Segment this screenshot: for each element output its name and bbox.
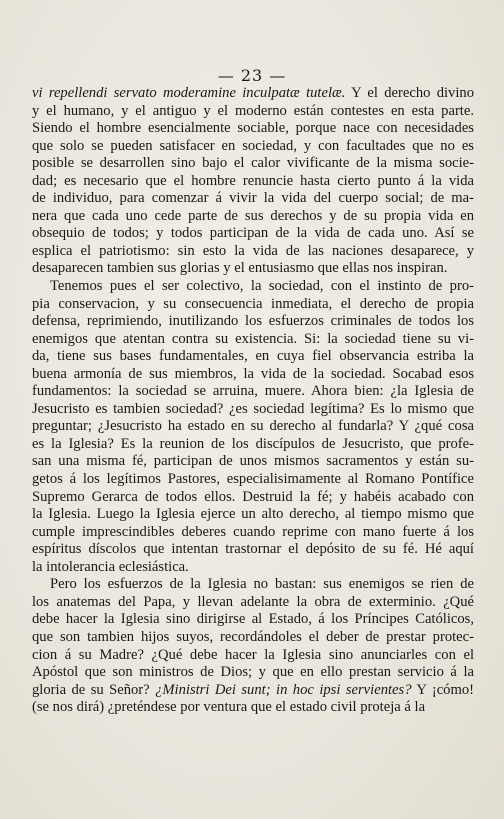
page-number: — 23 —: [217, 66, 287, 85]
text-segment: Y el derecho divino: [345, 85, 474, 101]
text-line: [32, 647, 474, 665]
text-segment: que son tambien hijos suyos, recordándoles el deber de prestar protec-: [32, 628, 474, 645]
paragraph: [32, 278, 474, 576]
text-segment: Pero los esfuerzos de la Iglesia no bastan: sus enemigos se rien de: [50, 576, 474, 593]
text-line: [32, 541, 474, 559]
text-line: [32, 138, 474, 156]
text-line: [32, 225, 474, 243]
text-segment: los anatemas del Papa, y llevan adelante la obra de exterminio. ¿Qué: [32, 593, 474, 610]
text-segment: la Iglesia. Luego la Iglesia ejerce un alto derecho, al tiempo mismo que: [32, 506, 474, 523]
text-line: [32, 611, 474, 629]
text-segment: obsequio de todos; y todos participan de la vida de cada uno. Así se: [32, 225, 474, 242]
text-line: [32, 296, 474, 314]
text-segment: debe hacer la Iglesia sino dirigirse al Estado, á los Príncipes Católicos,: [32, 611, 474, 628]
text-line: [32, 629, 474, 647]
text-line: [32, 418, 474, 436]
text-segment: preguntar; ¿Jesucristo ha estado en su derecho al fundarla? Y ¿qué cosa: [32, 418, 474, 435]
text-segment: cumple imprescindibles deberes cuando reprime con mano fuerte á los: [32, 523, 474, 540]
text-line: [32, 664, 474, 682]
text-segment: gloria de su Señor?: [32, 681, 156, 698]
text-line: [32, 594, 474, 612]
text-line: [32, 366, 474, 384]
text-line: [32, 506, 474, 524]
text-line: [32, 120, 474, 138]
text-line: [32, 331, 474, 349]
text-line: [32, 524, 474, 542]
text-segment: fundamentos: la sociedad se arruina, muere. Ahora bien: ¿la Iglesia de: [32, 383, 474, 400]
text-segment: nera que cada uno cede parte de sus derechos y de su propia vida en: [32, 207, 474, 224]
text-line: [32, 559, 474, 577]
text-segment: buena armonía de sus miembros, la vida de la sociedad. Socabad esos: [32, 365, 474, 382]
text-segment: y el humano, y el antiguo y el moderno están contestes en esta parte.: [32, 102, 474, 119]
text-segment: Jesucristo es tambien sociedad? ¿es sociedad legítima? Es lo mismo que: [32, 400, 474, 417]
text-segment: Y ¡cómo!: [411, 681, 474, 698]
text-line: [32, 243, 474, 261]
paragraph: [32, 85, 474, 278]
text-segment: cion á su Madre? ¿Qué debe hacer la Iglesia sino anunciarles con el: [32, 646, 474, 663]
text-line: [32, 436, 474, 454]
text-line: [32, 401, 474, 419]
text-segment: desaparecen tambien sus glorias y el entusiasmo que ellas nos inspiran.: [32, 260, 448, 277]
text-line: [32, 208, 474, 226]
body-text: [32, 85, 474, 717]
text-line: [32, 383, 474, 401]
text-segment: (se nos dirá) ¿preténdese por ventura que el estado civil proteja á la: [32, 699, 426, 716]
text-segment: que solo se pueden satisfacer en sociedad, y con facultades que no es: [32, 137, 474, 154]
text-line: [32, 453, 474, 471]
text-line: [32, 155, 474, 173]
text-segment: la intolerancia eclesiástica.: [32, 558, 189, 575]
text-line: [32, 489, 474, 507]
text-segment: enemigos que atentan contra su existencia. Si: la sociedad tiene su vi-: [32, 330, 474, 347]
text-segment: Tenemos pues el ser colectivo, la sociedad, con el instinto de pro-: [50, 278, 474, 295]
text-line: [32, 576, 474, 594]
text-segment: de individuo, para comenzar á vivir la vida del cuerpo social; de ma-: [32, 190, 474, 207]
text-line: [32, 260, 474, 278]
text-line: [32, 85, 474, 103]
text-segment: dad; es necesario que el hombre renuncie hasta cierto punto á la vida: [32, 172, 474, 189]
text-line: [32, 278, 474, 296]
italic-text: vi repellendi servato moderamine inculpatæ tutelæ.: [32, 85, 346, 101]
text-line: [32, 682, 474, 700]
text-line: [32, 348, 474, 366]
text-segment: posible se desarrollen sino bajo el calor vivificante de la misma socie-: [32, 155, 474, 172]
text-segment: pia conservacion, y su consecuencia inmediata, el derecho de propia: [32, 295, 474, 312]
text-segment: Apóstol que son ministros de Dios; y que en ello prestan servicio á la: [32, 664, 474, 681]
text-segment: Siendo el hombre esencialmente sociable, porque nace con necesidades: [32, 120, 474, 137]
paragraph: [32, 576, 474, 716]
text-line: [32, 313, 474, 331]
text-segment: da, tiene sus bases fundamentales, en cuya fiel observancia estriba la: [32, 348, 474, 365]
text-line: [32, 471, 474, 489]
text-segment: san una misma fé, participan de unos mismos sacramentos y están su-: [32, 453, 474, 470]
text-segment: esplica el patriotismo: sin esto la vida de las naciones desaparece, y: [32, 242, 474, 259]
text-segment: espíritus díscolos que intentan trastornar el depósito de su fé. Hé aquí: [32, 541, 474, 558]
text-line: [32, 103, 474, 121]
text-segment: es la Iglesia? Es la reunion de los discípulos de Jesucristo, que profe-: [32, 435, 474, 452]
italic-text: ¿Ministri Dei sunt; in hoc ipsi servientes?: [155, 681, 412, 698]
text-segment: getos á los legítimos Pastores, especialisimamente al Romano Pontífice: [32, 471, 474, 488]
text-line: [32, 190, 474, 208]
text-line: [32, 699, 474, 717]
text-segment: defensa, reprimiendo, inutilizando los esfuerzos criminales de todos los: [32, 313, 474, 330]
text-segment: Supremo Gerarca de todos ellos. Destruid la fé; y habéis acabado con: [32, 488, 474, 505]
text-line: [32, 173, 474, 191]
